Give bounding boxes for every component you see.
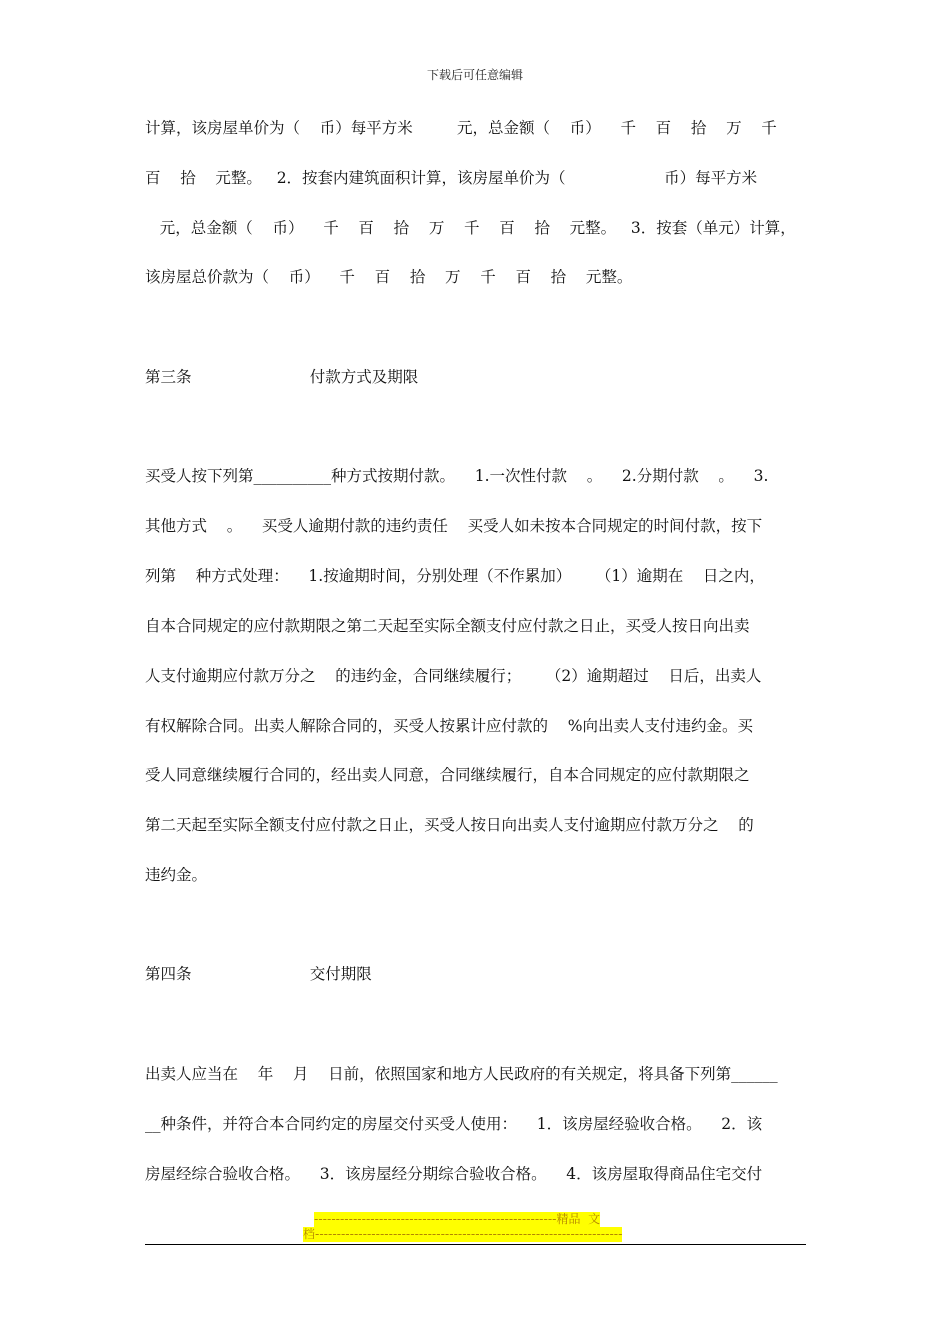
- body-line-12: 受人同意继续履行合同的，经出卖人同意，合同继续履行，自本合同规定的应付款期限之: [145, 766, 750, 784]
- body-line-16: 出卖人应当在 年 月 日前，依照国家和地方人民政府的有关规定，将具备下列第______: [145, 1065, 778, 1083]
- body-line-14: 违约金。: [145, 866, 208, 884]
- body-line-9: 自本合同规定的应付款期限之第二天起至实际全额支付应付款之日止，买受人按日向出卖: [145, 617, 750, 635]
- article-3-heading: 第三条 付款方式及期限: [145, 368, 419, 386]
- body-line-4: 该房屋总价款为（ 币） 千 百 拾 万 千 百 拾 元整。: [145, 268, 633, 286]
- body-line-8: 列第 种方式处理： 1.按逾期时间，分别处理（不作累加） （1）逾期在 日之内，: [145, 567, 765, 585]
- body-line-11: 有权解除合同。出卖人解除合同的，买受人按累计应付款的 %向出卖人支付违约金。买: [145, 717, 753, 735]
- body-line-1: 计算，该房屋单价为（ 币）每平方米 元，总金额（ 币） 千 百 拾 万 千: [145, 119, 777, 137]
- body-line-6: 买受人按下列第__________种方式按期付款。 1.一次性付款 。 2.分期付款 。 3.: [145, 467, 769, 485]
- body-line-3: 元，总金额（ 币） 千 百 拾 万 千 百 拾 元整。 3．按套（单元）计算，: [145, 219, 796, 237]
- body-line-2: 百 拾 元整。 2．按套内建筑面积计算，该房屋单价为（ 币）每平方米: [145, 169, 758, 187]
- footer-watermark-line-1: --------------------------------------------------------精品 文: [314, 1212, 601, 1226]
- body-line-17: __种条件，并符合本合同约定的房屋交付买受人使用： 1．该房屋经验收合格。 2．该: [145, 1115, 763, 1133]
- footer-divider: [145, 1244, 806, 1245]
- article-4-heading: 第四条 交付期限: [145, 965, 372, 983]
- body-line-13: 第二天起至实际全额支付应付款之日止，买受人按日向出卖人支付逾期应付款万分之 的: [145, 816, 754, 834]
- page-header: 下载后可任意编辑: [426, 68, 523, 82]
- body-line-10: 人支付逾期应付款万分之 的违约金，合同继续履行； （2）逾期超过 日后，出卖人: [145, 667, 762, 685]
- footer-watermark-line-2: 档-----------------------------------------------------------------------: [303, 1227, 623, 1241]
- body-line-18: 房屋经综合验收合格。 3．该房屋经分期综合验收合格。 4．该房屋取得商品住宅交付: [145, 1165, 763, 1183]
- body-line-7: 其他方式 。 买受人逾期付款的违约责任 买受人如未按本合同规定的时间付款，按下: [145, 517, 763, 535]
